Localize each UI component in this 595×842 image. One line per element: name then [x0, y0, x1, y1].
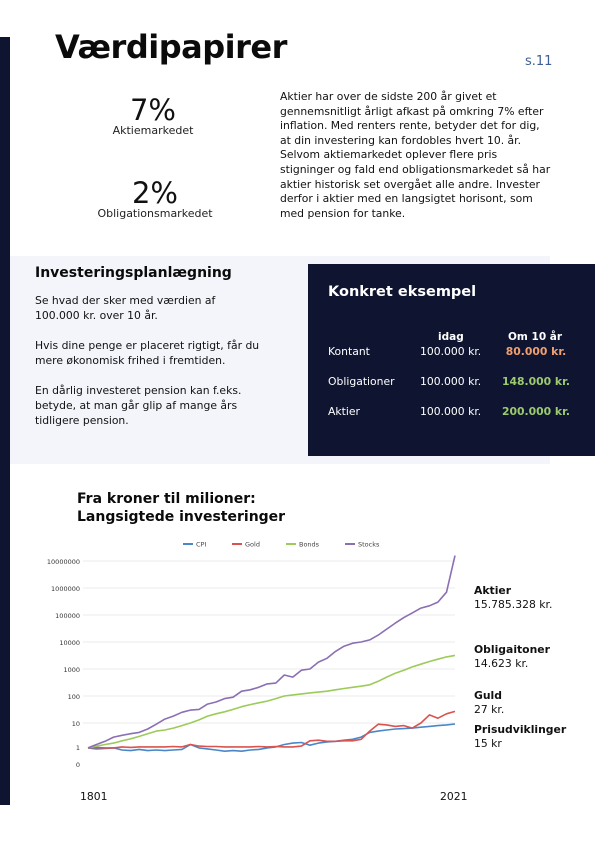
example-row-today: 100.000 kr. [420, 375, 482, 388]
annotation-title: Aktier [474, 584, 512, 597]
x-axis-start-label: 1801 [80, 790, 108, 803]
annotation-value: 14.623 kr. [474, 657, 529, 670]
planning-paragraph: En dårlig investeret pension kan f.eks. betyde, at man går glip af mange års tidligere pension. [35, 384, 242, 427]
planning-title: Investeringsplanlægning [35, 265, 232, 281]
intro-paragraph: Aktier har over de sidste 200 år givet et gennemsnitligt årligt afkast på omkring 7% efter inflation. Med renters rente, betyder det for dig, at din investering kan fordobles hvert 10. år. Selvom aktiemarkedet oplever flere pris stigninger og fald end obligationsmarkedet så har aktier historisk set overgået alle andre. Invester derfor i aktier med en langsigtet horisont, som med pension for tanke. [280, 90, 551, 220]
planning-text [35, 293, 260, 443]
left-accent-bar [0, 37, 10, 805]
page-number: s.11 [525, 54, 553, 69]
bond-return-stat [85, 178, 225, 220]
annotation-stocks [474, 584, 552, 612]
example-col-today: idag [438, 331, 464, 343]
bond-return-label: Obligationsmarkedet [97, 207, 213, 220]
series-line-gold [88, 711, 455, 748]
x-axis-end-label: 2021 [440, 790, 468, 803]
chart-title [77, 490, 285, 526]
bond-return-value: 2% [131, 176, 178, 210]
annotation-bonds [474, 643, 550, 671]
y-tick-label: 10000000 [46, 558, 80, 566]
annotation-value: 15 kr [474, 737, 502, 750]
stock-return-value: 7% [129, 93, 176, 127]
example-title: Konkret eksempel [328, 284, 477, 300]
example-row-label: Aktier [328, 405, 360, 418]
legend-label: Gold [245, 540, 260, 549]
legend-label: CPI [196, 540, 207, 549]
annotation-title: Obligaitoner [474, 643, 550, 656]
annotation-cpi [474, 723, 566, 751]
stock-return-label: Aktiemarkedet [112, 124, 194, 137]
legend-label: Bonds [299, 540, 320, 549]
planning-paragraph: Hvis dine penge er placeret rigtigt, får du mere økonomisk frihed i fremtiden. [35, 339, 260, 367]
y-tick-label: 100000 [55, 612, 80, 620]
y-tick-label: 10000 [59, 639, 80, 647]
example-row-future: 200.000 kr. [501, 405, 570, 418]
chart-title-line: Fra kroner til milioner: [77, 491, 256, 507]
annotation-value: 15.785.328 kr. [474, 598, 553, 611]
stock-return-stat [83, 95, 223, 137]
example-panel [308, 264, 595, 456]
investment-growth-chart [20, 530, 470, 780]
series-line-stocks [88, 556, 455, 748]
example-row-future: 80.000 kr. [505, 345, 567, 358]
annotation-title: Prisudviklinger [474, 723, 567, 736]
legend-label: Stocks [358, 540, 380, 549]
example-col-future: Om 10 år [508, 331, 563, 343]
example-row-label: Kontant [328, 345, 370, 358]
y-tick-label: 0 [75, 761, 80, 769]
example-row-today: 100.000 kr. [420, 405, 482, 418]
annotation-title: Guld [474, 689, 502, 702]
y-tick-label: 10 [71, 720, 80, 728]
page-title: Værdipapirer [55, 28, 287, 66]
example-row-future: 148.000 kr. [501, 375, 570, 388]
annotation-gold [474, 689, 504, 717]
y-tick-label: 1 [75, 744, 80, 752]
y-tick-label: 1000000 [51, 585, 80, 593]
example-row-label: Obligationer [328, 375, 395, 388]
y-tick-label: 1000 [63, 666, 80, 674]
y-tick-label: 100 [67, 693, 80, 701]
planning-paragraph: Se hvad der sker med værdien af 100.000 kr. over 10 år. [35, 294, 216, 322]
example-row-today: 100.000 kr. [420, 345, 482, 358]
chart-title-line: Langsigtede investeringer [77, 509, 286, 525]
annotation-value: 27 kr. [474, 703, 505, 716]
